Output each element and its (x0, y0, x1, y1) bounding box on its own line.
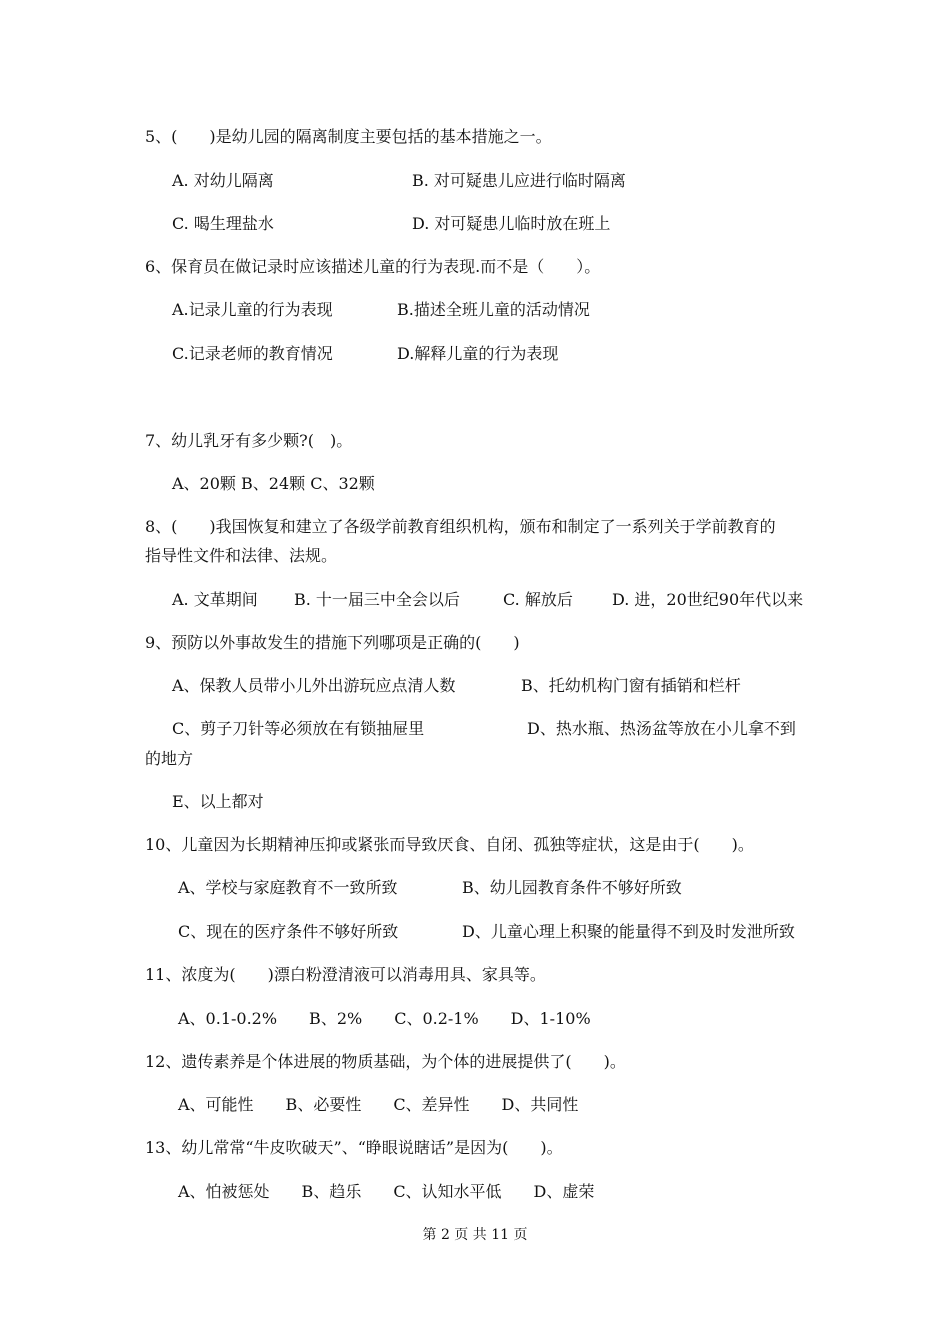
q7-options: A、20颗 B、24颗 C、32颗 (172, 474, 375, 493)
q6-option-b: B.描述全班儿童的活动情况 (397, 300, 590, 319)
q11-stem: 11、浓度为( )漂白粉澄清液可以消毒用具、家具等。 (145, 965, 546, 984)
q10-option-c: C、现在的医疗条件不够好所致 (178, 922, 399, 941)
q8-option-c: C. 解放后 (503, 590, 573, 609)
q12-options: A、可能性 B、必要性 C、差异性 D、共同性 (178, 1095, 579, 1114)
q9-option-d-line2: 的地方 (145, 749, 194, 768)
q13-options: A、怕被惩处 B、趋乐 C、认知水平低 D、虚荣 (178, 1182, 595, 1201)
q5-stem: 5、( )是幼儿园的隔离制度主要包括的基本措施之一。 (145, 127, 552, 146)
q9-option-d-line1: D、热水瓶、热汤盆等放在小儿拿不到 (527, 719, 796, 738)
q6-option-a: A.记录儿童的行为表现 (172, 300, 333, 319)
q10-option-a: A、学校与家庭教育不一致所致 (178, 878, 398, 897)
page-footer: 第 2 页 共 11 页 (422, 1227, 528, 1243)
q7-stem: 7、幼儿乳牙有多少颗?( )。 (145, 431, 353, 450)
q9-option-c: C、剪子刀针等必须放在有锁抽屉里 (172, 719, 425, 738)
q8-stem-line1: 8、( )我国恢复和建立了各级学前教育组织机构，颁布和制定了一系列关于学前教育的 (145, 517, 776, 536)
q13-stem: 13、幼儿常常“牛皮吹破天”、“睁眼说瞎话”是因为( )。 (145, 1138, 563, 1157)
q9-option-e: E、以上都对 (172, 792, 264, 811)
q9-option-b: B、托幼机构门窗有插销和栏杆 (521, 676, 741, 695)
q10-stem: 10、儿童因为长期精神压抑或紧张而导致厌食、自闭、孤独等症状，这是由于( )。 (145, 835, 754, 854)
q8-option-d: D. 进，20世纪90年代以来 (612, 590, 804, 609)
q8-stem-line2: 指导性文件和法律、法规。 (145, 546, 338, 565)
q10-option-d: D、儿童心理上积聚的能量得不到及时发泄所致 (462, 922, 795, 941)
q5-option-a: A. 对幼儿隔离 (172, 171, 274, 190)
q5-option-c: C. 喝生理盐水 (172, 214, 274, 233)
q8-option-b: B. 十一届三中全会以后 (294, 590, 460, 609)
q9-option-a: A、保教人员带小儿外出游玩应点清人数 (172, 676, 456, 695)
q6-option-c: C.记录老师的教育情况 (172, 344, 333, 363)
q10-option-b: B、幼儿园教育条件不够好所致 (462, 878, 682, 897)
q11-options: A、0.1-0.2% B、2% C、0.2-1% D、1-10% (178, 1009, 591, 1028)
q6-stem: 6、保育员在做记录时应该描述儿童的行为表现.而不是（ ）。 (145, 257, 601, 276)
q9-stem: 9、预防以外事故发生的措施下列哪项是正确的( ) (145, 633, 520, 652)
q6-option-d: D.解释儿童的行为表现 (397, 344, 559, 363)
q12-stem: 12、遗传素养是个体进展的物质基础，为个体的进展提供了( )。 (145, 1052, 626, 1071)
q5-option-d: D. 对可疑患儿临时放在班上 (412, 214, 611, 233)
q8-option-a: A. 文革期间 (172, 590, 258, 609)
q5-option-b: B. 对可疑患儿应进行临时隔离 (412, 171, 626, 190)
